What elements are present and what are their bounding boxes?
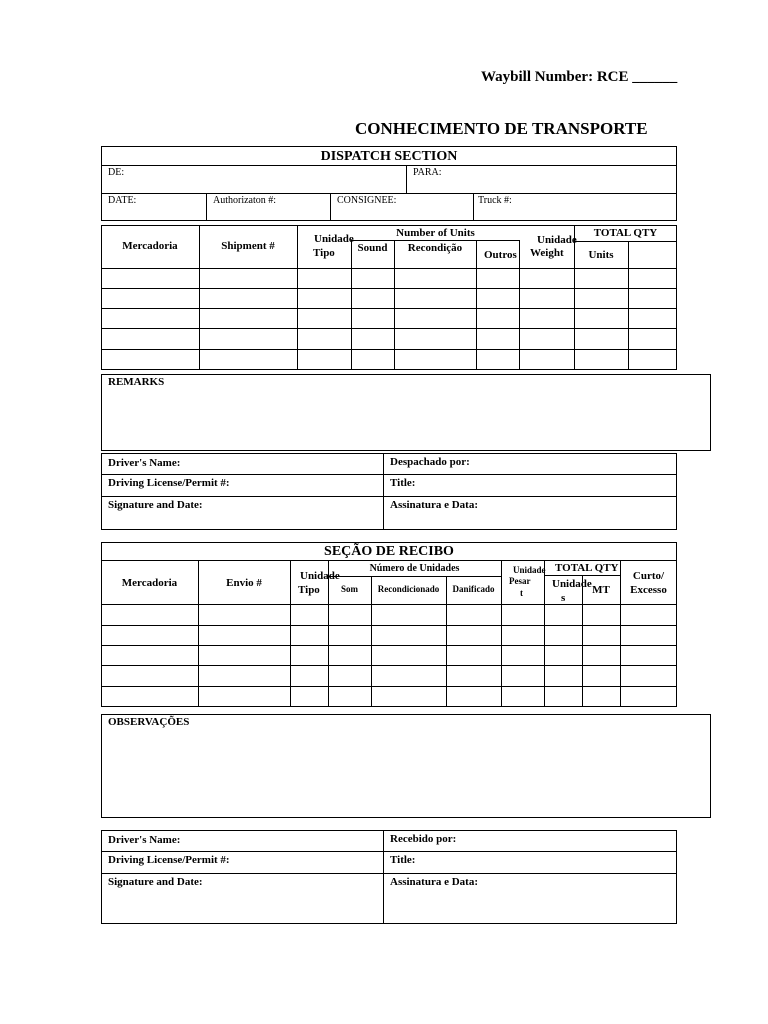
receipt-col-numero-unidades: Número de Unidades xyxy=(369,563,460,574)
truck-label: Truck #: xyxy=(478,195,512,206)
receipt-signature-date: Signature and Date: xyxy=(108,876,203,888)
receipt-col-curto-2: Excesso xyxy=(630,584,667,596)
receipt-col-unidades-2: s xyxy=(561,592,566,604)
observacoes-label: OBSERVAÇÕES xyxy=(108,716,190,728)
document-title: CONHECIMENTO DE TRANSPORTE xyxy=(355,119,648,138)
col-sound: Sound xyxy=(357,242,388,254)
dispatch-title: Title: xyxy=(390,477,416,489)
receipt-col-som: Som xyxy=(340,584,358,594)
dispatch-driving-license: Driving License/Permit #: xyxy=(108,477,230,489)
date-label: DATE: xyxy=(108,195,137,206)
col-shipment: Shipment # xyxy=(221,240,275,252)
dispatch-drivers-name: Driver's Name: xyxy=(108,457,181,469)
receipt-col-recondicionado: Recondicionado xyxy=(377,584,440,594)
col-recondicao: Recondição xyxy=(407,242,463,254)
observacoes-box[interactable] xyxy=(101,714,711,818)
receipt-drivers-name: Driver's Name: xyxy=(108,834,181,846)
col-number-of-units: Number of Units xyxy=(396,227,475,239)
receipt-col-unidade-pesar-2: Pesar xyxy=(509,576,531,586)
col-unidade-weight-2: Weight xyxy=(530,247,564,259)
receipt-col-unidade-tipo-1: Unidade xyxy=(300,570,340,582)
waybill-number: Waybill Number: RCE ______ xyxy=(481,69,678,85)
despachado-por: Despachado por: xyxy=(390,456,470,468)
de-label: DE: xyxy=(108,167,125,178)
receipt-col-mt: MT xyxy=(592,584,610,596)
dispatch-signature-date: Signature and Date: xyxy=(108,499,203,511)
col-unidade-weight-1: Unidade xyxy=(537,234,577,246)
receipt-section-title: SEÇÃO DE RECIBO xyxy=(324,544,454,559)
receipt-col-curto-1: Curto/ xyxy=(632,570,665,582)
dispatch-section-title: DISPATCH SECTION xyxy=(320,149,458,164)
receipt-assinatura-data: Assinatura e Data: xyxy=(390,876,478,888)
receipt-col-danificado: Danificado xyxy=(452,584,495,594)
dispatch-assinatura-data: Assinatura e Data: xyxy=(390,499,478,511)
col-units: Units xyxy=(588,249,614,261)
receipt-col-envio: Envio # xyxy=(226,577,262,589)
col-outros: Outros xyxy=(484,249,517,261)
receipt-col-unidade-tipo-2: Tipo xyxy=(298,584,320,596)
consignee-label: CONSIGNEE: xyxy=(337,195,397,206)
receipt-driving-license: Driving License/Permit #: xyxy=(108,854,230,866)
col-unidade-tipo-1: Unidade xyxy=(314,233,354,245)
receipt-col-unidade-pesar-3: t xyxy=(520,588,523,598)
receipt-col-unidade-pesar-1: Unidade xyxy=(513,565,546,575)
recebido-por: Recebido por: xyxy=(390,833,457,845)
receipt-col-total-qty: TOTAL QTY xyxy=(555,562,619,574)
receipt-col-unidades-1: Unidade xyxy=(552,578,592,590)
col-unidade-tipo-2: Tipo xyxy=(313,247,335,259)
remarks-box[interactable] xyxy=(101,374,711,451)
authorization-label: Authorizaton #: xyxy=(213,195,277,206)
para-label: PARA: xyxy=(413,167,442,178)
col-mercadoria: Mercadoria xyxy=(122,240,178,252)
col-total-qty: TOTAL QTY xyxy=(593,227,658,239)
receipt-title: Title: xyxy=(390,854,416,866)
receipt-col-mercadoria: Mercadoria xyxy=(121,577,178,589)
remarks-label: REMARKS xyxy=(108,376,165,388)
